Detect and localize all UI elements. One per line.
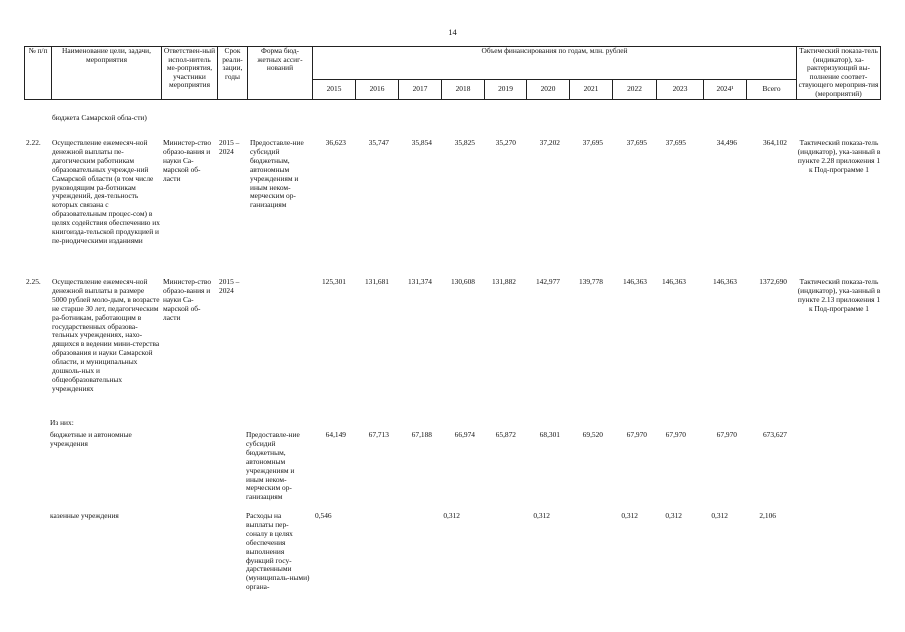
row-value: 0,312 bbox=[443, 511, 460, 520]
row-value: 131,374 bbox=[407, 277, 432, 286]
row-value: 142,977 bbox=[535, 277, 560, 286]
row-value: 35,270 bbox=[495, 138, 516, 147]
row-total: 1372,690 bbox=[759, 277, 787, 286]
header-year: 2020 bbox=[527, 79, 570, 99]
row-value: 36,623 bbox=[325, 138, 346, 147]
header-indicator: Тактический показа-тель (индикатор), ха-рактеризующий вы-полнение соответ-ствующего мероприя-тия (мероприятий) bbox=[797, 47, 881, 100]
row-indicator: Тактический показа-тель (индикатор), ука-занный в пункте 2.28 приложения 1 к Под-программе 1 bbox=[797, 138, 881, 174]
page-number: 14 bbox=[448, 27, 457, 37]
of-them-label: Из них: bbox=[50, 418, 74, 427]
row-name: Осуществление ежемесяч-ной денежной выплаты пе-дагогическим работникам образовательных учрежде-ний Самарской области (в том числе руководящим ра-ботникам учреждений, дея-тельность которых связана с образовательным процес-сом) в целях содействия обеспечению их книгоизда-тельской продукцией и пе-риодическими изданиями bbox=[52, 138, 160, 245]
row-value: 0,312 bbox=[665, 511, 682, 520]
header-year: 2018 bbox=[442, 79, 485, 99]
row-value: 37,695 bbox=[665, 138, 686, 147]
row-value: 67,970 bbox=[626, 430, 647, 439]
subrow-form: Расходы на выплаты пер-соналу в целях обеспечения выполнения функций госу-дарственными (муниципаль-ными) органа- bbox=[246, 511, 310, 592]
row-value: 131,882 bbox=[491, 277, 516, 286]
header-num: № п/п bbox=[25, 47, 52, 100]
row-indicator: Тактический показа-тель (индикатор), ука-занный в пункте 2.13 приложения 1 к Под-программе 1 bbox=[797, 277, 881, 313]
header-year: 2016 bbox=[356, 79, 399, 99]
row-value: 130,608 bbox=[450, 277, 475, 286]
row-term: 2015 – 2024 bbox=[219, 138, 240, 156]
row-num: 2.25. bbox=[26, 277, 41, 286]
subrow-name: казенные учреждения bbox=[50, 511, 119, 520]
header-total: Всего bbox=[747, 79, 797, 99]
row-value: 65,872 bbox=[495, 430, 516, 439]
subrow-name: бюджетные и автономные учреждения bbox=[50, 430, 132, 448]
row-num: 2.22. bbox=[26, 138, 41, 147]
row-value: 67,970 bbox=[665, 430, 686, 439]
continuation-text: бюджета Самарской обла-сти) bbox=[52, 113, 147, 122]
row-value: 69,520 bbox=[582, 430, 603, 439]
header-term: Срок реали-зации, годы bbox=[218, 47, 248, 100]
row-value: 146,363 bbox=[622, 277, 647, 286]
table-header bbox=[24, 46, 881, 100]
row-value: 68,301 bbox=[539, 430, 560, 439]
header-volume: Объем финансирования по годам, млн. рублей bbox=[313, 47, 797, 80]
header-year: 2023 bbox=[657, 79, 704, 99]
header-year: 2015 bbox=[313, 79, 356, 99]
header-year: 2019 bbox=[485, 79, 527, 99]
row-value: 0,312 bbox=[533, 511, 550, 520]
row-value: 37,695 bbox=[626, 138, 647, 147]
row-value: 67,970 bbox=[716, 430, 737, 439]
row-value: 0,312 bbox=[711, 511, 728, 520]
header-form: Форма бюд-жетных ассиг-нований bbox=[248, 47, 313, 100]
row-value: 146,363 bbox=[661, 277, 686, 286]
row-resp: Министер-ство образо-вания и науки Са-марской об-ласти bbox=[163, 138, 212, 183]
row-value: 67,188 bbox=[411, 430, 432, 439]
header-year: 2021 bbox=[570, 79, 613, 99]
row-value: 35,825 bbox=[454, 138, 475, 147]
row-value: 67,713 bbox=[368, 430, 389, 439]
row-value: 131,681 bbox=[364, 277, 389, 286]
header-resp: Ответствен-ный испол-нитель ме-роприятия, участники мероприятия bbox=[162, 47, 218, 100]
header-year: 2024¹ bbox=[704, 79, 747, 99]
row-form: Предоставле-ние субсидий бюджетным, автономным учреждениям и иным неком-мерческим ор-ганизациям bbox=[250, 138, 304, 210]
row-resp: Министер-ство образо-вания и науки Са-марской об-ласти bbox=[163, 277, 212, 322]
subrow-form: Предоставле-ние субсидий бюджетным, автономным учреждениям и иным неком-мерческим ор-ганизациям bbox=[246, 430, 300, 502]
row-value: 35,747 bbox=[368, 138, 389, 147]
row-value: 139,778 bbox=[578, 277, 603, 286]
row-term: 2015 – 2024 bbox=[219, 277, 240, 295]
row-value: 146,363 bbox=[712, 277, 737, 286]
row-value: 0,312 bbox=[621, 511, 638, 520]
row-value: 125,301 bbox=[321, 277, 346, 286]
row-name: Осуществление ежемесяч-ной денежной выплаты в размере 5000 рублей моло-дым, в возрасте не старше 30 лет, педагогическим ра-ботникам, работающим в государственных образова-тельных учреждениях, нахо-дящихся в ведении мини-стерства образования и науки Самарской области, и муниципальных дошколь-ных и общеобразовательных учреждениях bbox=[52, 277, 160, 393]
row-total: 673,627 bbox=[762, 430, 787, 439]
row-value: 34,496 bbox=[716, 138, 737, 147]
header-year: 2022 bbox=[613, 79, 657, 99]
header-name: Наименование цели, задачи, мероприятия bbox=[52, 47, 162, 100]
row-total: 364,102 bbox=[762, 138, 787, 147]
row-value: 35,854 bbox=[411, 138, 432, 147]
row-value: 66,974 bbox=[454, 430, 475, 439]
row-value: 0,546 bbox=[315, 511, 332, 520]
header-year: 2017 bbox=[399, 79, 442, 99]
row-value: 37,695 bbox=[582, 138, 603, 147]
row-total: 2,106 bbox=[759, 511, 776, 520]
row-value: 64,149 bbox=[325, 430, 346, 439]
row-value: 37,202 bbox=[539, 138, 560, 147]
